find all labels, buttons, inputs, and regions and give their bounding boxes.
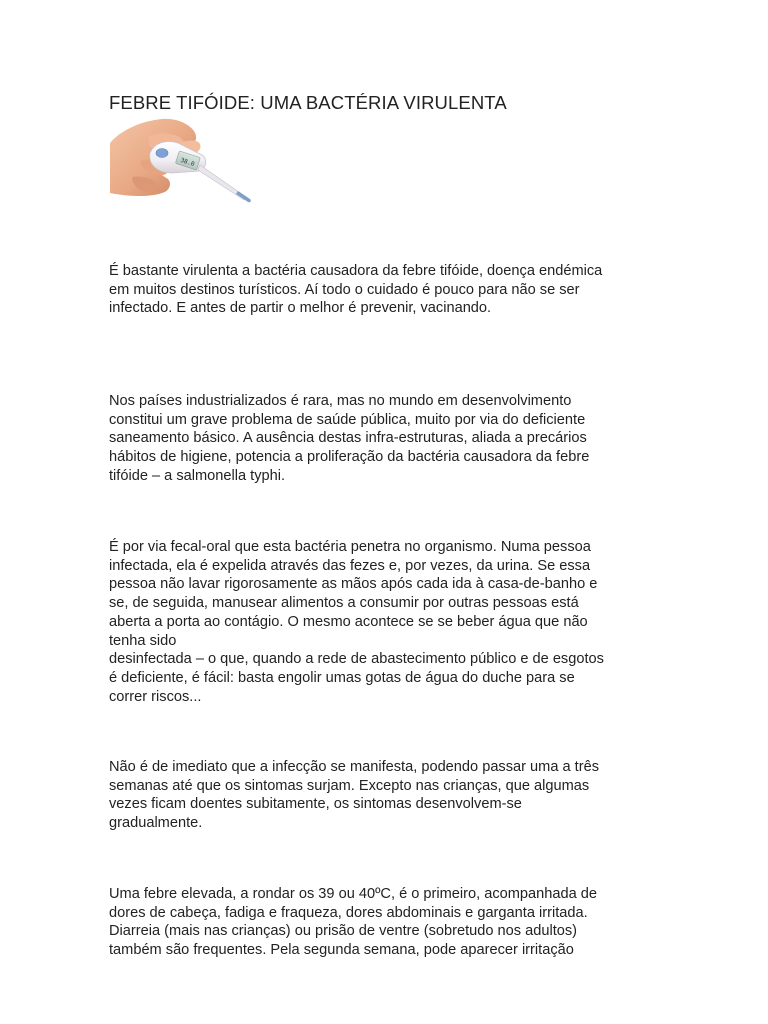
paragraph-line: gradualmente. [109, 815, 203, 832]
paragraph-line: infectada, ela é expelida através das fezes e, por vezes, da urina. Se essa [109, 557, 591, 574]
digital-thermometer-in-hand-icon [110, 113, 258, 221]
paragraph-line: tifóide – a salmonella typhi. [109, 467, 286, 484]
page-title: FEBRE TIFÓIDE: UMA BACTÉRIA VIRULENTA [109, 92, 507, 113]
paragraph-line: É por via fecal-oral que esta bactéria penetra no organismo. Numa pessoa [109, 539, 591, 555]
paragraph-5 [109, 885, 669, 960]
paragraph-line: hábitos de higiene, potencia a proliferação da bactéria causadora da febre [109, 449, 590, 466]
paragraph-line: infectado. E antes de partir o melhor é prevenir, vacinando. [109, 300, 492, 317]
paragraph-line: tenha sido [109, 632, 177, 649]
paragraph-line: vezes ficam doentes subitamente, os sintomas desenvolvem-se [109, 796, 522, 813]
paragraph-line: pessoa não lavar rigorosamente as mãos após cada ida à casa-de-banho e [109, 576, 598, 593]
paragraph-line: desinfectada – o que, quando a rede de abastecimento público e de esgotos [109, 651, 604, 668]
paragraph-line: saneamento básico. A ausência destas infra-estruturas, aliada a precários [109, 430, 587, 447]
paragraph-line: se, de seguida, manusear alimentos a consumir por outras pessoas está [109, 595, 579, 612]
paragraph-line: semanas até que os sintomas surjam. Excepto nas crianças, que algumas [109, 777, 590, 794]
paragraph-line: Uma febre elevada, a rondar os 39 ou 40ºC, é o primeiro, acompanhada de [109, 886, 598, 902]
paragraph-line: aberta a porta ao contágio. O mesmo acontece se se beber água que não [109, 613, 588, 630]
paragraph-line: em muitos destinos turísticos. Aí todo o cuidado é pouco para não se ser [109, 281, 580, 298]
paragraph-line: Não é de imediato que a infecção se manifesta, podendo passar uma a três [109, 759, 600, 775]
paragraph-line: Nos países industrializados é rara, mas no mundo em desenvolvimento [109, 393, 572, 409]
paragraph-line: é deficiente, é fácil: basta engolir umas gotas de água do duche para se [109, 669, 575, 686]
thermometer-image [110, 113, 258, 221]
lcd-readout: 38.0 [179, 156, 196, 169]
paragraph-line: constitui um grave problema de saúde pública, muito por via do deficiente [109, 411, 586, 428]
paragraph-3 [109, 538, 669, 706]
paragraph-2 [109, 392, 669, 486]
paragraph-line: correr riscos... [109, 688, 202, 705]
paragraph-line: Diarreia (mais nas crianças) ou prisão de ventre (sobretudo nos adultos) [109, 923, 578, 940]
paragraph-line: também são frequentes. Pela segunda semana, pode aparecer irritação [109, 942, 574, 959]
paragraph-line: dores de cabeça, fadiga e fraqueza, dores abdominais e garganta irritada. [109, 904, 588, 921]
paragraph-line: É bastante virulenta a bactéria causadora da febre tifóide, doença endémica [109, 263, 603, 279]
paragraph-4 [109, 758, 669, 833]
paragraph-1 [109, 262, 669, 318]
